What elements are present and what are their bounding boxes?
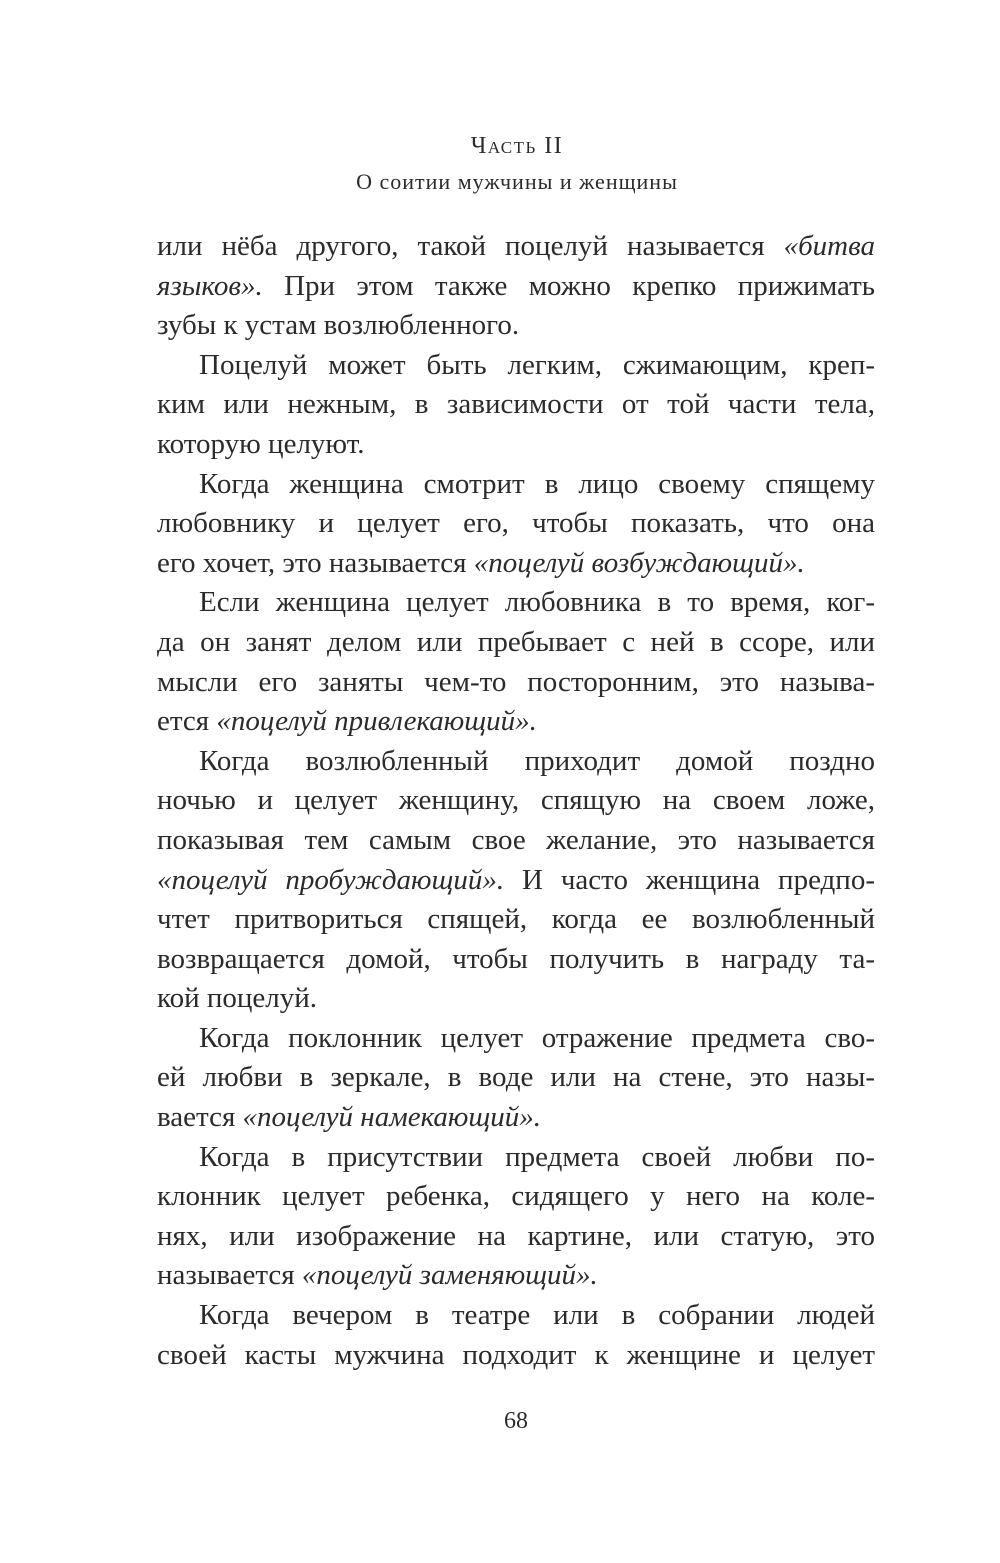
text-line: ночью и целует женщину, спящую на своем ложе, <box>157 784 875 817</box>
text-line: чтет притвориться спящей, когда ее возлюбленный <box>157 903 875 936</box>
text-line: Поцелуй может быть легким, сжимающим, креп- <box>199 348 875 381</box>
text-line: да он занят делом или пребывает с ней в ссоре, или <box>157 625 875 658</box>
text-line: которую целуют. <box>157 427 365 460</box>
text-line: Когда вечером в театре или в собрании людей <box>199 1299 875 1332</box>
text-line: ким или нежным, в зависимости от той части тела, <box>157 388 875 421</box>
part-title: Часть II <box>470 133 564 159</box>
text-line: зубы к устам возлюбленного. <box>157 309 520 342</box>
part-subtitle: О соитии мужчины и женщины <box>356 169 678 194</box>
text-line: своей касты мужчина подходит к женщине и целует <box>157 1338 875 1371</box>
text-line: «поцелуй пробуждающий». И часто женщина предпо- <box>157 863 875 896</box>
text-line: его хочет, это называется «поцелуй возбуждающий». <box>157 546 805 579</box>
text-line: любовнику и целует его, чтобы показать, что она <box>157 507 875 540</box>
text-line: клонник целует ребенка, сидящего у него на коле- <box>157 1180 875 1213</box>
text-line: кой поцелуй. <box>157 982 318 1015</box>
text-line: вается «поцелуй намекающий». <box>157 1101 542 1134</box>
text-line: языков». При этом также можно крепко прижимать <box>157 269 875 302</box>
text-line: Когда возлюбленный приходит домой поздно <box>199 744 875 777</box>
page-number: 68 <box>504 1408 528 1434</box>
text-line: возвращается домой, чтобы получить в награду та- <box>157 942 875 975</box>
text-line: Если женщина целует любовника в то время, ког- <box>199 586 875 619</box>
text-line: Когда в присутствии предмета своей любви по- <box>199 1140 875 1173</box>
text-line: ей любви в зеркале, в воде или на стене, это назы- <box>157 1061 875 1094</box>
text-line: Когда женщина смотрит в лицо своему спящему <box>199 467 875 500</box>
running-header <box>0 128 1000 200</box>
text-line: нях, или изображение на картине, или статую, это <box>157 1219 875 1252</box>
text-line: мысли его заняты чем-то посторонним, это называ- <box>157 665 875 698</box>
text-line: ется «поцелуй привлекающий». <box>157 705 537 738</box>
text-line: Когда поклонник целует отражение предмета сво- <box>199 1021 875 1054</box>
text-line: или нёба другого, такой поцелуй называется «битва <box>157 230 875 262</box>
text-line: называется «поцелуй заменяющий». <box>157 1259 598 1292</box>
body-text <box>157 227 875 1375</box>
text-line: показывая тем самым свое желание, это называется <box>157 823 875 856</box>
